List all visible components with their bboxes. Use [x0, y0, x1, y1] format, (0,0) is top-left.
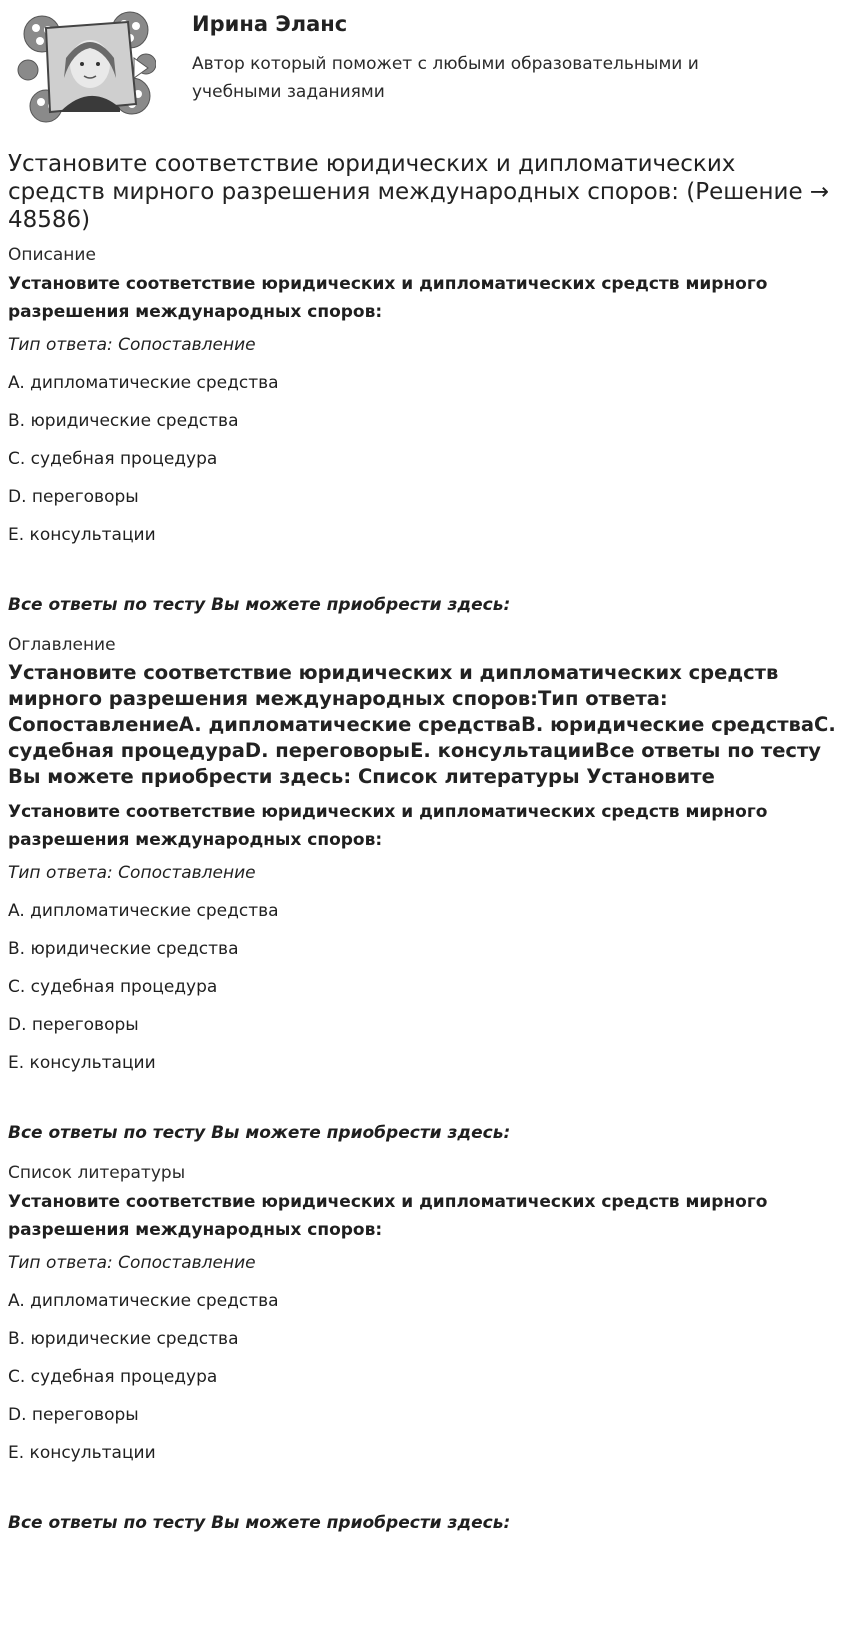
author-avatar[interactable] [16, 8, 156, 126]
literature-label: Список литературы [8, 1163, 186, 1183]
question-text: Установите соответствие юридических и дипломатических средств мирного разрешения международных споров: [8, 274, 768, 322]
author-bio: Автор который поможет с любыми образовательными и учебными заданиями [192, 54, 699, 102]
all-answers-note: Все ответы по тесту Вы можете приобрести здесь: [8, 1513, 511, 1533]
option-b: B. юридические средства [8, 411, 239, 431]
option-a: A. дипломатические средства [8, 901, 279, 921]
description-section [8, 244, 839, 616]
option-a: A. дипломатические средства [8, 373, 279, 393]
option-c: C. судебная процедура [8, 449, 218, 469]
all-answers-note: Все ответы по тесту Вы можете приобрести здесь: [8, 595, 511, 615]
author-card [8, 0, 839, 132]
author-name[interactable]: Ирина Эланс [192, 12, 348, 36]
option-e: E. консультации [8, 525, 156, 545]
option-d: D. переговоры [8, 1015, 139, 1035]
option-e: E. консультации [8, 1443, 156, 1463]
literature-section [8, 1162, 839, 1534]
answer-type: Тип ответа: Сопоставление [8, 335, 256, 355]
toc-section [8, 634, 839, 1144]
question-text: Установите соответствие юридических и дипломатических средств мирного разрешения международных споров: [8, 802, 768, 850]
option-d: D. переговоры [8, 487, 139, 507]
answer-type: Тип ответа: Сопоставление [8, 1253, 256, 1273]
page-title: Установите соответствие юридических и дипломатических средств мирного разрешения международных споров: (Решение → 48586) [8, 151, 830, 233]
option-c: C. судебная процедура [8, 977, 218, 997]
question-text: Установите соответствие юридических и дипломатических средств мирного разрешения международных споров: [8, 1192, 768, 1240]
description-label: Описание [8, 245, 96, 265]
option-c: C. судебная процедура [8, 1367, 218, 1387]
option-b: B. юридические средства [8, 939, 239, 959]
toc-label: Оглавление [8, 635, 116, 655]
option-e: E. консультации [8, 1053, 156, 1073]
option-a: A. дипломатические средства [8, 1291, 279, 1311]
answer-type: Тип ответа: Сопоставление [8, 863, 256, 883]
toc-text: Установите соответствие юридических и дипломатических средств мирного разрешения международных споров:Тип ответа: СопоставлениеA. дипломатические средстваB. юридические средстваC. судебная процедураD. переговорыE. консультацииВсе ответы по тесту Вы можете приобрести здесь: Список литературы Установите [8, 661, 836, 788]
option-b: B. юридические средства [8, 1329, 239, 1349]
all-answers-note: Все ответы по тесту Вы можете приобрести здесь: [8, 1123, 511, 1143]
option-d: D. переговоры [8, 1405, 139, 1425]
